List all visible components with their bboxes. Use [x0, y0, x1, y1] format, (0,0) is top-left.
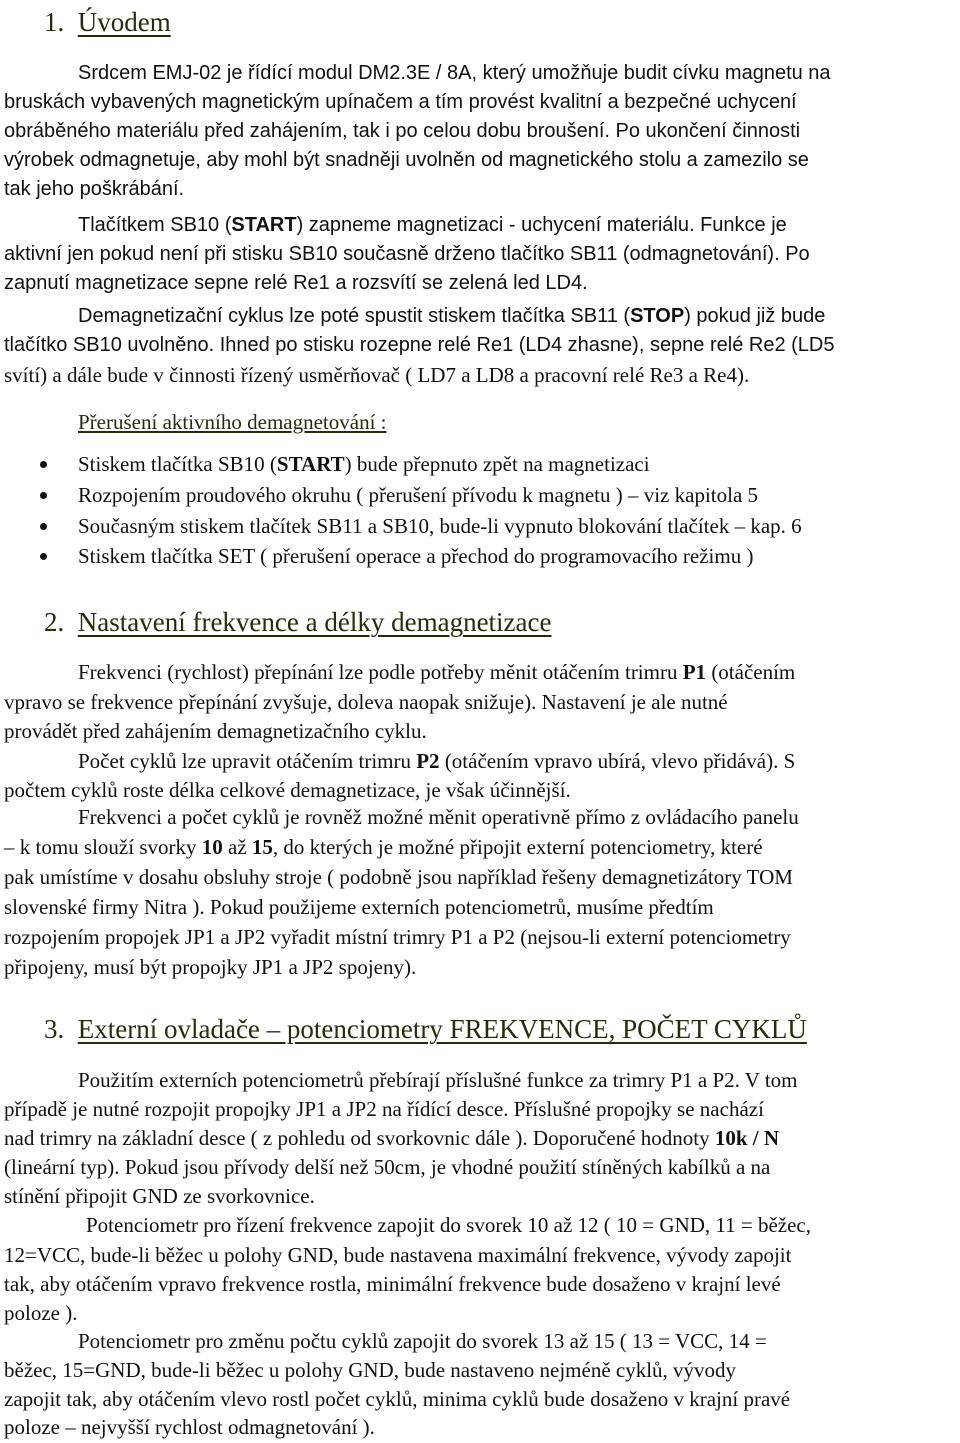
section-heading-3 — [44, 1013, 807, 1045]
paragraph-line: výrobek odmagnetuje, aby mohl být snadněji uvolněn od magnetického stolu a zamezilo se — [4, 149, 809, 171]
section-title: Externí ovladače – potenciometry FREKVENCE, POČET CYKLŮ — [77, 1014, 807, 1044]
paragraph-line: provádět před zahájením demagnetizačního cyklu. — [4, 719, 427, 743]
section-heading-2 — [44, 606, 552, 638]
bold-text: START — [231, 214, 297, 236]
section-number: 1. — [44, 7, 65, 37]
text-run: ) pokud již bude — [684, 305, 826, 327]
bullet-icon — [40, 523, 47, 530]
paragraph-line: připojeny, musí být propojky JP1 a JP2 spojeny). — [4, 955, 417, 979]
bold-text: STOP — [630, 305, 685, 327]
paragraph-line: tak, aby otáčením vpravo frekvence rostla, minimální frekvence bude dosaženo v krajní levé — [4, 1272, 781, 1296]
paragraph-line: slovenské firmy Nitra ). Pokud použijeme externích potenciometrů, musíme předtím — [4, 895, 714, 919]
paragraph-line: aktivní jen pokud není při stisku SB10 současně drženo tlačítko SB11 (odmagnetování). Po — [4, 243, 810, 265]
paragraph-line: Potenciometr pro změnu počtu cyklů zapojit do svorek 13 až 15 ( 13 = VCC, 14 = — [78, 1329, 767, 1353]
paragraph-line: pak umístíme v dosahu obsluhy stroje ( podobně jsou například řešeny demagnetizátory TOM — [4, 865, 793, 889]
text-run: Tlačítkem SB10 ( — [78, 214, 232, 236]
bullet-icon — [40, 553, 47, 560]
paragraph-line: – k tomu slouží svorky 10 až 15, do kterých je možné připojit externí potenciometry, které — [4, 835, 763, 859]
paragraph-line: Srdcem EMJ-02 je řídící modul DM2.3E / 8A, který umožňuje budit cívku magnetu na — [78, 62, 831, 84]
paragraph-line: (lineární typ). Pokud jsou přívody delší než 50cm, je vhodné použití stíněných kabílků a na — [4, 1155, 771, 1179]
bullet-text: Stiskem tlačítka SB10 (START) bude přepnuto zpět na magnetizaci — [78, 452, 650, 476]
paragraph-line: rozpojením propojek JP1 a JP2 vyřadit místní trimry P1 a P2 (nejsou-li externí potenciometry — [4, 925, 791, 949]
paragraph-line: bruskách vybavených magnetickým upínačem a tím provést kvalitní a bezpečné uchycení — [4, 91, 797, 113]
bullet-icon — [40, 461, 47, 468]
paragraph-line — [78, 303, 825, 329]
paragraph-line: vpravo se frekvence přepínání zvyšuje, doleva naopak snižuje). Nastavení je ale nutné — [4, 690, 728, 714]
paragraph-line: poloze – nejvyšší rychlost odmagnetování ). — [4, 1415, 375, 1439]
paragraph-line: tlačítko SB10 uvolněno. Ihned po stisku rozepne relé Re1 (LD4 zhasne), sepne relé Re2 (LD5 — [4, 334, 835, 356]
paragraph-line: běžec, 15=GND, bude-li běžec u polohy GND, bude nastaveno nejméně cyklů, vývody — [4, 1358, 737, 1382]
paragraph-line: Použitím externích potenciometrů přebírají příslušné funkce za trimry P1 a P2. V tom — [78, 1068, 798, 1092]
bullet-text: Stiskem tlačítka SET ( přerušení operace a přechod do programovacího režimu ) — [78, 544, 754, 568]
paragraph-line: poloze ). — [4, 1301, 78, 1325]
section-title: Nastavení frekvence a délky demagnetizace — [77, 607, 552, 637]
paragraph-line: stínění připojit GND ze svorkovnice. — [4, 1184, 315, 1208]
paragraph-line — [78, 212, 787, 238]
paragraph-line: Potenciometr pro řízení frekvence zapojit do svorek 10 až 12 ( 10 = GND, 11 = běžec, — [86, 1213, 811, 1237]
section-number: 3. — [44, 1014, 65, 1044]
paragraph-line: případě je nutné rozpojit propojky JP1 a JP2 na řídící desce. Příslušné propojky se nachází — [4, 1097, 764, 1121]
paragraph-line: počtem cyklů roste délka celkové demagnetizace, je však účinnější. — [4, 778, 571, 802]
paragraph-line: tak jeho poškrábání. — [4, 178, 185, 200]
subheading: Přerušení aktivního demagnetování : — [78, 410, 387, 434]
section-heading-1 — [44, 6, 171, 38]
paragraph-line: 12=VCC, bude-li běžec u polohy GND, bude nastavena maximální frekvence, vývody zapojit — [4, 1243, 792, 1267]
paragraph-line: svítí) a dále bude v činnosti řízený usměrňovač ( LD7 a LD8 a pracovní relé Re3 a Re4). — [4, 363, 750, 387]
paragraph-line: Frekvenci a počet cyklů je rovněž možné měnit operativně přímo z ovládacího panelu — [78, 805, 799, 829]
text-run: Demagnetizační cyklus lze poté spustit stiskem tlačítka SB11 ( — [78, 305, 631, 327]
bullet-text: Rozpojením proudového okruhu ( přerušení přívodu k magnetu ) – viz kapitola 5 — [78, 483, 759, 507]
bullet-text: Současným stiskem tlačítek SB11 a SB10, bude-li vypnuto blokování tlačítek – kap. 6 — [78, 514, 802, 538]
section-number: 2. — [44, 607, 65, 637]
paragraph-line: nad trimry na základní desce ( z pohledu od svorkovnic dále ). Doporučené hodnoty 10k / N — [4, 1126, 780, 1150]
paragraph-line: obráběného materiálu před zahájením, tak i po celou dobu broušení. Po ukončení činnosti — [4, 120, 801, 142]
paragraph-line: zapnutí magnetizace sepne relé Re1 a rozsvítí se zelená led LD4. — [4, 272, 588, 294]
paragraph-line: Počet cyklů lze upravit otáčením trimru P2 (otáčením vpravo ubírá, vlevo přidává). S — [78, 749, 796, 773]
paragraph-line: zapojit tak, aby otáčením vlevo rostl počet cyklů, minima cyklů bude dosaženo v krajní pravé — [4, 1387, 791, 1411]
section-title: Úvodem — [77, 7, 171, 37]
text-run: ) zapneme magnetizaci - uchycení materiálu. Funkce je — [296, 214, 787, 236]
bullet-icon — [40, 492, 47, 499]
paragraph-line: Frekvenci (rychlost) přepínání lze podle potřeby měnit otáčením trimru P1 (otáčením — [78, 660, 796, 684]
